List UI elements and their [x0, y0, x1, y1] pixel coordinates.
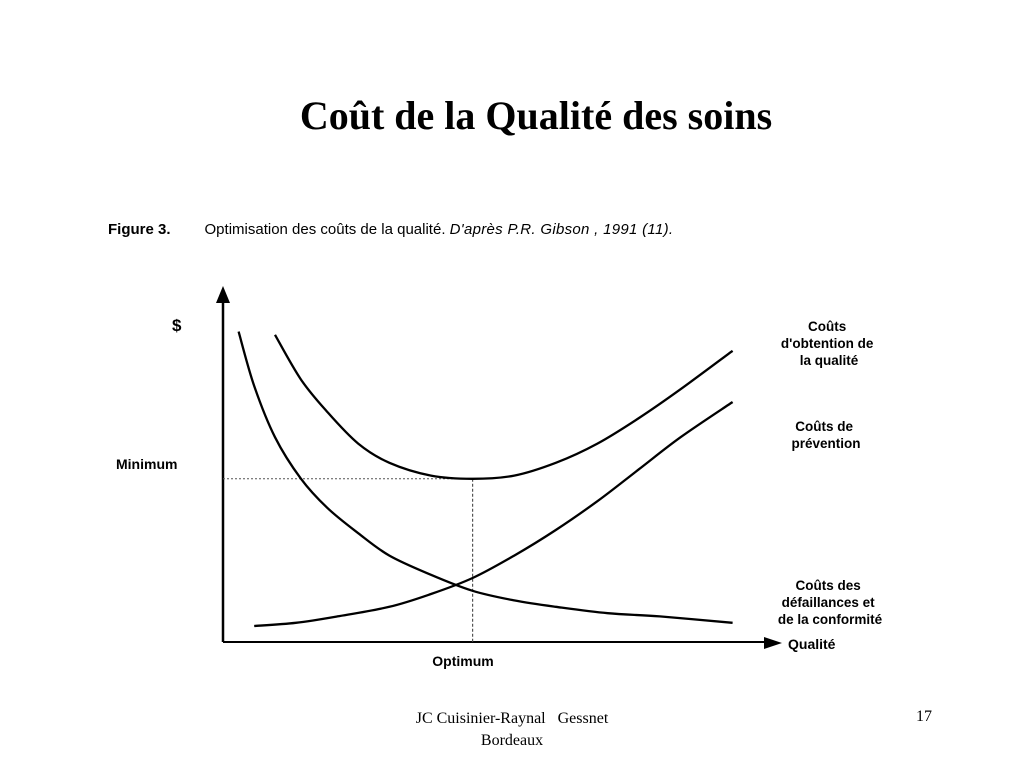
series-label-line: d'obtention de	[780, 336, 874, 351]
y-axis-label: $	[172, 316, 182, 335]
optimum-label: Optimum	[432, 653, 494, 669]
series-line-obtention-qualite	[275, 335, 733, 479]
series-label-prevention	[791, 419, 860, 451]
series-label-line: prévention	[791, 436, 861, 451]
figure-number: Figure 3.	[108, 221, 171, 238]
minimum-label: Minimum	[116, 456, 178, 472]
series-label-line: Coûts	[807, 319, 847, 334]
slide-title: Coût de la Qualité des soins	[299, 93, 773, 138]
series-line-prevention	[254, 402, 732, 626]
footer-author-line: JC Cuisinier-Raynal Gessnet	[415, 710, 609, 727]
series-label-line: Coûts des	[795, 578, 861, 593]
y-axis-arrow-icon	[216, 286, 230, 303]
figure-caption-text: Optimisation des coûts de la qualité.	[204, 221, 446, 238]
series-label-obtention-qualite	[781, 319, 877, 368]
figure-source: D'après P.R. Gibson , 1991 (11).	[449, 221, 674, 238]
footer-author	[356, 708, 668, 752]
series-label-line: de la conformité	[777, 612, 883, 627]
series-label-line: Coûts de	[795, 419, 853, 434]
x-axis-label: Qualité	[788, 636, 836, 652]
series-label-line: défaillances et	[781, 595, 875, 610]
footer-author-line: Bordeaux	[480, 732, 544, 749]
series-label-defaillances-conformite	[778, 578, 883, 627]
series-label-line: la qualité	[799, 353, 859, 368]
x-axis-arrow-icon	[764, 637, 782, 649]
series-line-defaillances-conformite	[239, 332, 733, 623]
page-number: 17	[916, 708, 932, 725]
